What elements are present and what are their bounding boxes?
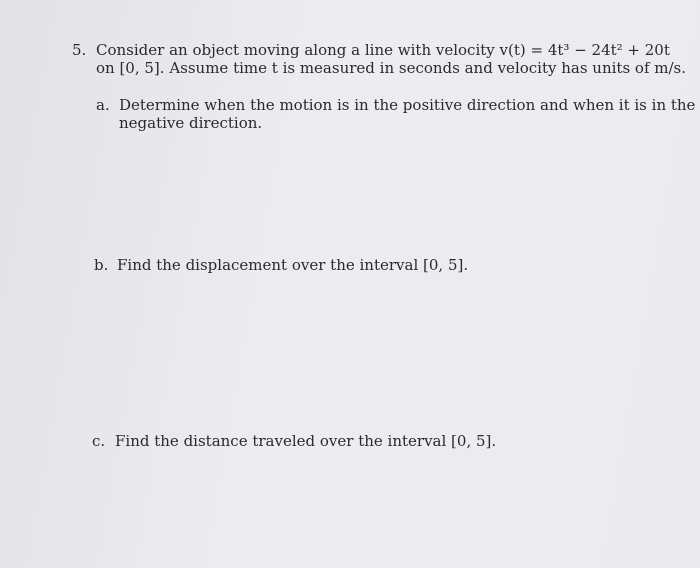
problem-number: 5. [72,41,87,59]
part-a [96,96,696,136]
part-c-letter: c. [92,432,106,450]
part-c [92,432,652,452]
part-c-line-1: Find the distance traveled over the interval [0, 5]. [115,432,497,450]
part-a-line-1: Determine when the motion is in the positive direction and when it is in the [119,96,696,114]
problem-line-1 [96,41,676,59]
part-a-letter: a. [96,96,110,114]
part-a-line-2: negative direction. [119,114,263,132]
part-b [94,256,654,276]
problem-line-2: on [0, 5]. Assume time t is measured in seconds and velocity has units of m/s. [96,59,687,77]
problem-line-1-text: Consider an object moving along a line with velocity [96,41,500,59]
part-b-line-1: Find the displacement over the interval [0, 5]. [117,256,469,274]
problem-statement [96,41,687,77]
velocity-expression: v(t) = 4t³ − 24t² + 20t [499,41,670,59]
part-b-letter: b. [94,256,109,274]
